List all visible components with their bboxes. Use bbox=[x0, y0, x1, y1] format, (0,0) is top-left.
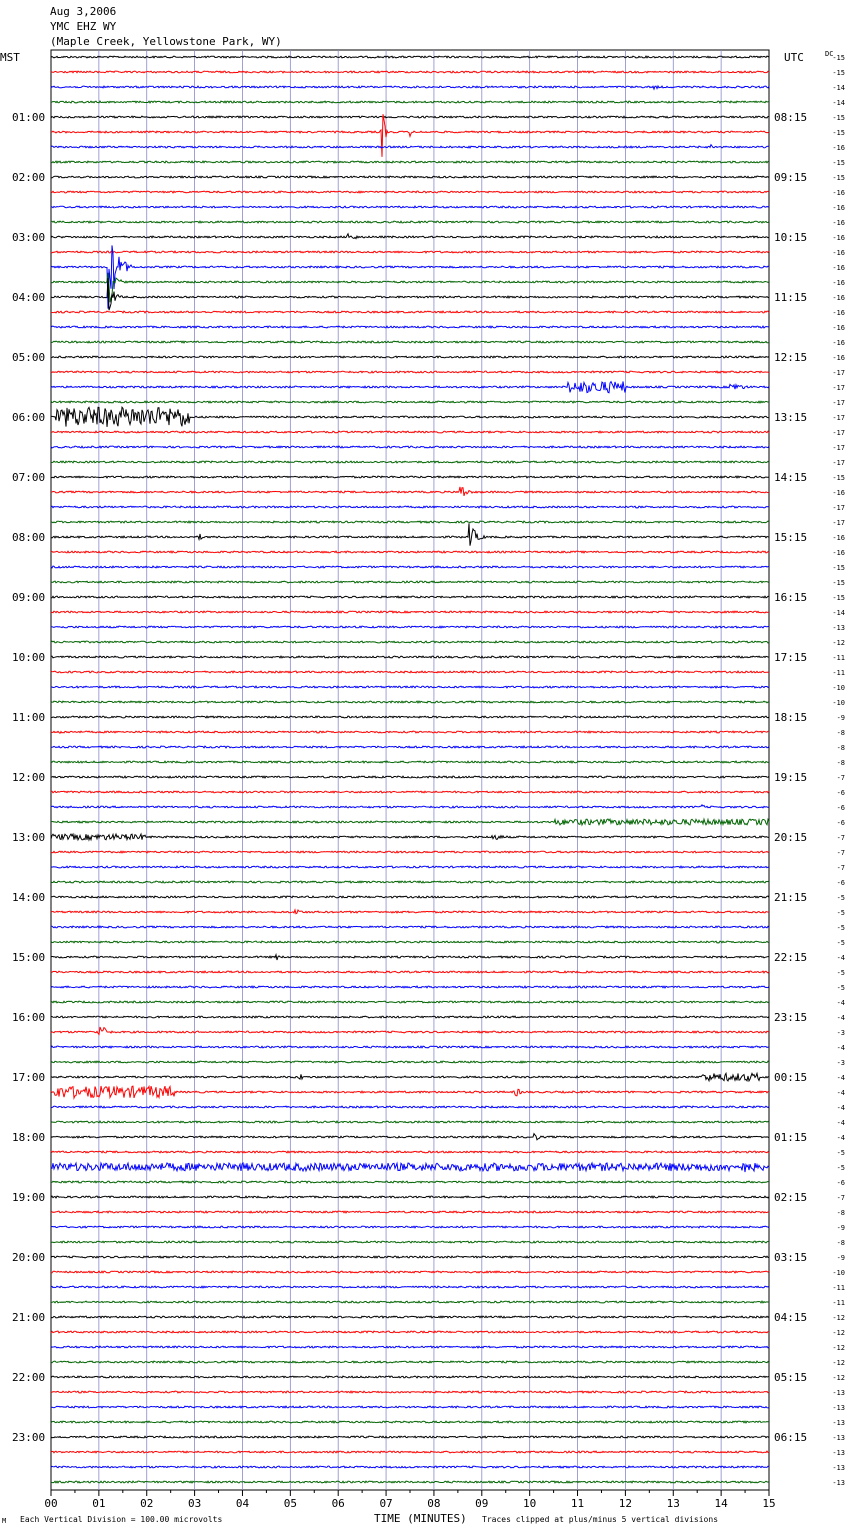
dc-offset-label: -15 bbox=[832, 129, 845, 137]
trace-row bbox=[51, 566, 769, 568]
trace-row bbox=[51, 881, 769, 883]
x-tick-label: 00 bbox=[44, 1497, 58, 1510]
clip-note: Traces clipped at plus/minus 5 vertical divisions bbox=[482, 1515, 719, 1524]
dc-offset-label: -5 bbox=[836, 924, 845, 932]
dc-offset-label: -12 bbox=[832, 1374, 845, 1382]
trace-row bbox=[51, 1226, 769, 1228]
mst-hour-label: 22:00 bbox=[12, 1371, 46, 1384]
dc-offset-label: -15 bbox=[832, 579, 845, 587]
dc-offset-label: -17 bbox=[832, 384, 845, 392]
trace-row bbox=[51, 1346, 769, 1348]
utc-hour-label: 12:15 bbox=[774, 351, 808, 364]
mst-hour-label: 13:00 bbox=[12, 831, 46, 844]
trace-row bbox=[51, 986, 769, 988]
trace-row bbox=[51, 311, 769, 313]
trace-row bbox=[51, 461, 769, 463]
trace-row bbox=[51, 1256, 769, 1258]
dc-offset-label: -16 bbox=[832, 309, 845, 317]
trace-row bbox=[51, 521, 769, 523]
dc-offset-label: -4 bbox=[836, 1119, 845, 1127]
dc-offset-label: -7 bbox=[836, 849, 845, 857]
dc-offset-label: -13 bbox=[832, 1434, 845, 1442]
trace-row bbox=[51, 1301, 769, 1303]
dc-offset-label: -16 bbox=[832, 249, 845, 257]
dc-offset-label: -12 bbox=[832, 1329, 845, 1337]
corner-mark: M bbox=[2, 1517, 7, 1525]
dc-offset-label: -9 bbox=[836, 714, 845, 722]
dc-offset-label: -15 bbox=[832, 159, 845, 167]
dc-offset-label: -11 bbox=[832, 654, 845, 662]
dc-offset-label: -16 bbox=[832, 219, 845, 227]
dc-column-title: DC bbox=[825, 50, 834, 58]
location-label: (Maple Creek, Yellowstone Park, WY) bbox=[50, 35, 282, 48]
dc-offset-label: -4 bbox=[836, 1074, 845, 1082]
trace-row bbox=[51, 523, 769, 545]
dc-offset-label: -3 bbox=[836, 1059, 845, 1067]
dc-offset-label: -16 bbox=[832, 144, 845, 152]
trace-row bbox=[51, 761, 769, 763]
dc-offset-label: -7 bbox=[836, 1194, 845, 1202]
dc-offset-label: -10 bbox=[832, 1269, 845, 1277]
dc-offset-label: -12 bbox=[832, 1314, 845, 1322]
mst-axis-title: MST bbox=[0, 51, 20, 64]
mst-hour-label: 06:00 bbox=[12, 411, 46, 424]
dc-offset-label: -8 bbox=[836, 1209, 845, 1217]
trace-row bbox=[51, 819, 769, 825]
trace-row bbox=[51, 176, 769, 178]
trace-group bbox=[51, 56, 769, 1483]
dc-offset-label: -15 bbox=[832, 474, 845, 482]
dc-offset-label: -12 bbox=[832, 1359, 845, 1367]
trace-row bbox=[51, 356, 769, 358]
dc-offset-label: -6 bbox=[836, 819, 845, 827]
utc-hour-label: 22:15 bbox=[774, 951, 808, 964]
trace-row bbox=[51, 251, 769, 253]
trace-row bbox=[51, 791, 769, 793]
utc-labels bbox=[774, 111, 807, 1444]
dc-offset-label: -15 bbox=[832, 594, 845, 602]
dc-offset-label: -16 bbox=[832, 534, 845, 542]
utc-hour-label: 23:15 bbox=[774, 1011, 808, 1024]
dc-offset-label: -17 bbox=[832, 399, 845, 407]
mst-hour-label: 14:00 bbox=[12, 891, 46, 904]
trace-row bbox=[51, 656, 769, 658]
mst-hour-label: 04:00 bbox=[12, 291, 46, 304]
trace-row bbox=[51, 1016, 769, 1018]
dc-offset-label: -17 bbox=[832, 429, 845, 437]
utc-hour-label: 06:15 bbox=[774, 1431, 808, 1444]
mst-hour-label: 05:00 bbox=[12, 351, 46, 364]
mst-hour-label: 02:00 bbox=[12, 171, 46, 184]
trace-row bbox=[51, 1331, 769, 1333]
trace-row bbox=[51, 86, 769, 89]
dc-offset-label: -4 bbox=[836, 1014, 845, 1022]
utc-hour-label: 03:15 bbox=[774, 1251, 808, 1264]
trace-row bbox=[51, 1391, 769, 1393]
trace-row bbox=[51, 1436, 769, 1438]
dc-offset-label: -16 bbox=[832, 339, 845, 347]
trace-row bbox=[51, 1086, 769, 1098]
trace-row bbox=[51, 1421, 769, 1423]
dc-offset-label: -11 bbox=[832, 669, 845, 677]
dc-offset-label: -15 bbox=[832, 564, 845, 572]
trace-row bbox=[51, 101, 769, 103]
mst-hour-label: 18:00 bbox=[12, 1131, 46, 1144]
trace-row bbox=[51, 1181, 769, 1183]
utc-hour-label: 19:15 bbox=[774, 771, 808, 784]
dc-offset-label: -13 bbox=[832, 1404, 845, 1412]
dc-offset-label: -9 bbox=[836, 1254, 845, 1262]
mst-hour-label: 01:00 bbox=[12, 111, 46, 124]
trace-row bbox=[51, 1151, 769, 1153]
trace-row bbox=[51, 326, 769, 328]
trace-row bbox=[51, 926, 769, 928]
utc-hour-label: 13:15 bbox=[774, 411, 808, 424]
trace-row bbox=[51, 731, 769, 733]
dc-offset-label: -16 bbox=[832, 204, 845, 212]
trace-row bbox=[51, 381, 769, 392]
dc-offset-label: -5 bbox=[836, 969, 845, 977]
dc-offset-label: -8 bbox=[836, 1239, 845, 1247]
trace-row bbox=[51, 56, 769, 58]
mst-hour-label: 08:00 bbox=[12, 531, 46, 544]
trace-row bbox=[51, 834, 769, 840]
dc-offset-label: -6 bbox=[836, 804, 845, 812]
mst-hour-label: 09:00 bbox=[12, 591, 46, 604]
trace-row bbox=[51, 1046, 769, 1048]
trace-row bbox=[51, 686, 769, 688]
dc-offset-label: -4 bbox=[836, 1104, 845, 1112]
utc-hour-label: 15:15 bbox=[774, 531, 808, 544]
x-tick-label: 08 bbox=[427, 1497, 441, 1510]
trace-row bbox=[51, 1073, 769, 1081]
trace-row bbox=[51, 487, 769, 496]
x-tick-label: 03 bbox=[187, 1497, 202, 1510]
dc-offset-label: -15 bbox=[832, 114, 845, 122]
dc-offset-label: -7 bbox=[836, 834, 845, 842]
utc-axis-title: UTC bbox=[784, 51, 804, 64]
trace-row bbox=[51, 866, 769, 868]
trace-row bbox=[51, 941, 769, 943]
trace-row bbox=[51, 955, 769, 960]
dc-offset-label: -10 bbox=[832, 699, 845, 707]
trace-row bbox=[51, 1061, 769, 1063]
trace-row bbox=[51, 671, 769, 673]
trace-row bbox=[51, 1134, 769, 1140]
dc-offset-label: -7 bbox=[836, 774, 845, 782]
mst-hour-label: 12:00 bbox=[12, 771, 46, 784]
mst-hour-label: 07:00 bbox=[12, 471, 46, 484]
trace-row bbox=[51, 1001, 769, 1003]
trace-row bbox=[51, 1241, 769, 1243]
x-tick-label: 06 bbox=[331, 1497, 345, 1510]
trace-row bbox=[51, 161, 769, 163]
mst-labels bbox=[12, 111, 45, 1444]
mst-hour-label: 03:00 bbox=[12, 231, 46, 244]
date-label: Aug 3,2006 bbox=[50, 5, 117, 18]
x-tick-label: 11 bbox=[570, 1497, 585, 1510]
trace-row bbox=[51, 1451, 769, 1453]
dc-offset-label: -17 bbox=[832, 444, 845, 452]
dc-offset-label: -17 bbox=[832, 459, 845, 467]
dc-offset-label: -13 bbox=[832, 1449, 845, 1457]
mst-hour-label: 11:00 bbox=[12, 711, 46, 724]
trace-row bbox=[51, 851, 769, 853]
trace-row bbox=[51, 71, 769, 73]
utc-hour-label: 21:15 bbox=[774, 891, 808, 904]
utc-hour-label: 00:15 bbox=[774, 1071, 808, 1084]
trace-row bbox=[51, 221, 769, 223]
trace-row bbox=[51, 971, 769, 973]
dc-offset-label: -4 bbox=[836, 1089, 845, 1097]
trace-row bbox=[51, 191, 769, 193]
dc-offset-label: -14 bbox=[832, 99, 845, 107]
dc-offset-label: -5 bbox=[836, 1164, 845, 1172]
dc-offset-label: -16 bbox=[832, 189, 845, 197]
dc-offset-label: -16 bbox=[832, 279, 845, 287]
dc-offset-label: -5 bbox=[836, 909, 845, 917]
trace-row bbox=[51, 581, 769, 583]
utc-hour-label: 17:15 bbox=[774, 651, 808, 664]
trace-row bbox=[51, 245, 769, 308]
trace-row bbox=[51, 506, 769, 508]
trace-row bbox=[51, 1286, 769, 1288]
x-axis bbox=[44, 1490, 775, 1510]
x-tick-label: 05 bbox=[283, 1497, 297, 1510]
trace-row bbox=[51, 805, 769, 808]
trace-row bbox=[51, 701, 769, 703]
dc-offset-label: -13 bbox=[832, 624, 845, 632]
trace-row bbox=[51, 1196, 769, 1198]
trace-row bbox=[51, 145, 769, 148]
dc-offset-labels bbox=[832, 54, 845, 1487]
dc-offset-label: -4 bbox=[836, 999, 845, 1007]
dc-offset-label: -14 bbox=[832, 84, 845, 92]
trace-row bbox=[51, 1361, 769, 1363]
dc-offset-label: -13 bbox=[832, 1464, 845, 1472]
x-tick-label: 07 bbox=[379, 1497, 393, 1510]
utc-hour-label: 01:15 bbox=[774, 1131, 808, 1144]
trace-row bbox=[51, 551, 769, 553]
dc-offset-label: -15 bbox=[832, 54, 845, 62]
trace-row bbox=[51, 896, 769, 898]
dc-offset-label: -11 bbox=[832, 1284, 845, 1292]
mst-hour-label: 17:00 bbox=[12, 1071, 46, 1084]
dc-offset-label: -3 bbox=[836, 1029, 845, 1037]
utc-hour-label: 14:15 bbox=[774, 471, 808, 484]
x-tick-label: 04 bbox=[235, 1497, 250, 1510]
x-tick-label: 15 bbox=[762, 1497, 776, 1510]
dc-offset-label: -14 bbox=[832, 609, 845, 617]
x-tick-label: 12 bbox=[618, 1497, 633, 1510]
dc-offset-label: -5 bbox=[836, 939, 845, 947]
trace-row bbox=[51, 234, 769, 239]
trace-row bbox=[51, 114, 769, 157]
dc-offset-label: -5 bbox=[836, 894, 845, 902]
trace-row bbox=[51, 407, 769, 427]
trace-row bbox=[51, 746, 769, 748]
dc-offset-label: -13 bbox=[832, 1479, 845, 1487]
dc-offset-label: -4 bbox=[836, 1134, 845, 1142]
dc-offset-label: -16 bbox=[832, 264, 845, 272]
utc-hour-label: 16:15 bbox=[774, 591, 808, 604]
dc-offset-label: -15 bbox=[832, 69, 845, 77]
dc-offset-label: -17 bbox=[832, 519, 845, 527]
x-tick-label: 14 bbox=[714, 1497, 728, 1510]
utc-hour-label: 08:15 bbox=[774, 111, 808, 124]
trace-row bbox=[51, 206, 769, 208]
trace-row bbox=[51, 1481, 769, 1483]
x-tick-label: 02 bbox=[140, 1497, 154, 1510]
utc-hour-label: 05:15 bbox=[774, 1371, 808, 1384]
trace-row bbox=[51, 431, 769, 433]
x-tick-label: 10 bbox=[523, 1497, 537, 1510]
trace-row bbox=[51, 910, 769, 914]
trace-row bbox=[51, 1211, 769, 1213]
x-tick-label: 13 bbox=[666, 1497, 680, 1510]
utc-hour-label: 10:15 bbox=[774, 231, 808, 244]
trace-row bbox=[51, 611, 769, 613]
dc-offset-label: -16 bbox=[832, 324, 845, 332]
dc-offset-label: -16 bbox=[832, 489, 845, 497]
dc-offset-label: -6 bbox=[836, 879, 845, 887]
dc-offset-label: -7 bbox=[836, 864, 845, 872]
dc-offset-label: -12 bbox=[832, 639, 845, 647]
dc-offset-label: -5 bbox=[836, 1149, 845, 1157]
dc-offset-label: -8 bbox=[836, 759, 845, 767]
dc-offset-label: -5 bbox=[836, 984, 845, 992]
mst-hour-label: 10:00 bbox=[12, 651, 46, 664]
dc-offset-label: -10 bbox=[832, 684, 845, 692]
trace-row bbox=[51, 1466, 769, 1468]
dc-offset-label: -4 bbox=[836, 1044, 845, 1052]
trace-row bbox=[51, 1163, 769, 1172]
utc-hour-label: 04:15 bbox=[774, 1311, 808, 1324]
trace-row bbox=[51, 1376, 769, 1378]
dc-offset-label: -13 bbox=[832, 1389, 845, 1397]
x-axis-title: TIME (MINUTES) bbox=[374, 1512, 467, 1525]
mst-hour-label: 15:00 bbox=[12, 951, 46, 964]
trace-row bbox=[51, 1406, 769, 1408]
utc-hour-label: 18:15 bbox=[774, 711, 808, 724]
mst-hour-label: 23:00 bbox=[12, 1431, 46, 1444]
dc-offset-label: -16 bbox=[832, 549, 845, 557]
dc-offset-label: -8 bbox=[836, 744, 845, 752]
x-tick-label: 01 bbox=[92, 1497, 106, 1510]
trace-row bbox=[51, 776, 769, 778]
dc-offset-label: -9 bbox=[836, 1224, 845, 1232]
trace-row bbox=[51, 401, 769, 403]
mst-hour-label: 21:00 bbox=[12, 1311, 46, 1324]
x-tick-label: 09 bbox=[475, 1497, 489, 1510]
mst-hour-label: 20:00 bbox=[12, 1251, 46, 1264]
dc-offset-label: -15 bbox=[832, 174, 845, 182]
dc-offset-label: -13 bbox=[832, 1419, 845, 1427]
dc-offset-label: -17 bbox=[832, 369, 845, 377]
mst-hour-label: 19:00 bbox=[12, 1191, 46, 1204]
utc-hour-label: 20:15 bbox=[774, 831, 808, 844]
trace-row bbox=[51, 1106, 769, 1108]
dc-offset-label: -6 bbox=[836, 1179, 845, 1187]
dc-offset-label: -16 bbox=[832, 234, 845, 242]
trace-row bbox=[51, 596, 769, 598]
trace-row bbox=[51, 1121, 769, 1123]
trace-row bbox=[51, 1316, 769, 1318]
dc-offset-label: -8 bbox=[836, 729, 845, 737]
trace-row bbox=[51, 116, 769, 118]
trace-row bbox=[51, 716, 769, 718]
dc-offset-label: -16 bbox=[832, 294, 845, 302]
dc-offset-label: -17 bbox=[832, 504, 845, 512]
dc-offset-label: -17 bbox=[832, 414, 845, 422]
station-label: YMC EHZ WY bbox=[50, 20, 117, 33]
trace-row bbox=[51, 446, 769, 448]
trace-row bbox=[51, 641, 769, 643]
trace-row bbox=[51, 341, 769, 343]
trace-row bbox=[51, 371, 769, 373]
dc-offset-label: -11 bbox=[832, 1299, 845, 1307]
utc-hour-label: 11:15 bbox=[774, 291, 808, 304]
trace-row bbox=[51, 626, 769, 628]
dc-offset-label: -12 bbox=[832, 1344, 845, 1352]
dc-offset-label: -6 bbox=[836, 789, 845, 797]
scale-note: Each Vertical Division = 100.00 microvolts bbox=[20, 1515, 223, 1524]
utc-hour-label: 09:15 bbox=[774, 171, 808, 184]
trace-row bbox=[51, 1271, 769, 1273]
trace-row bbox=[51, 1027, 769, 1034]
trace-row bbox=[51, 476, 769, 478]
dc-offset-label: -16 bbox=[832, 354, 845, 362]
mst-hour-label: 16:00 bbox=[12, 1011, 46, 1024]
utc-hour-label: 02:15 bbox=[774, 1191, 808, 1204]
dc-offset-label: -4 bbox=[836, 954, 845, 962]
